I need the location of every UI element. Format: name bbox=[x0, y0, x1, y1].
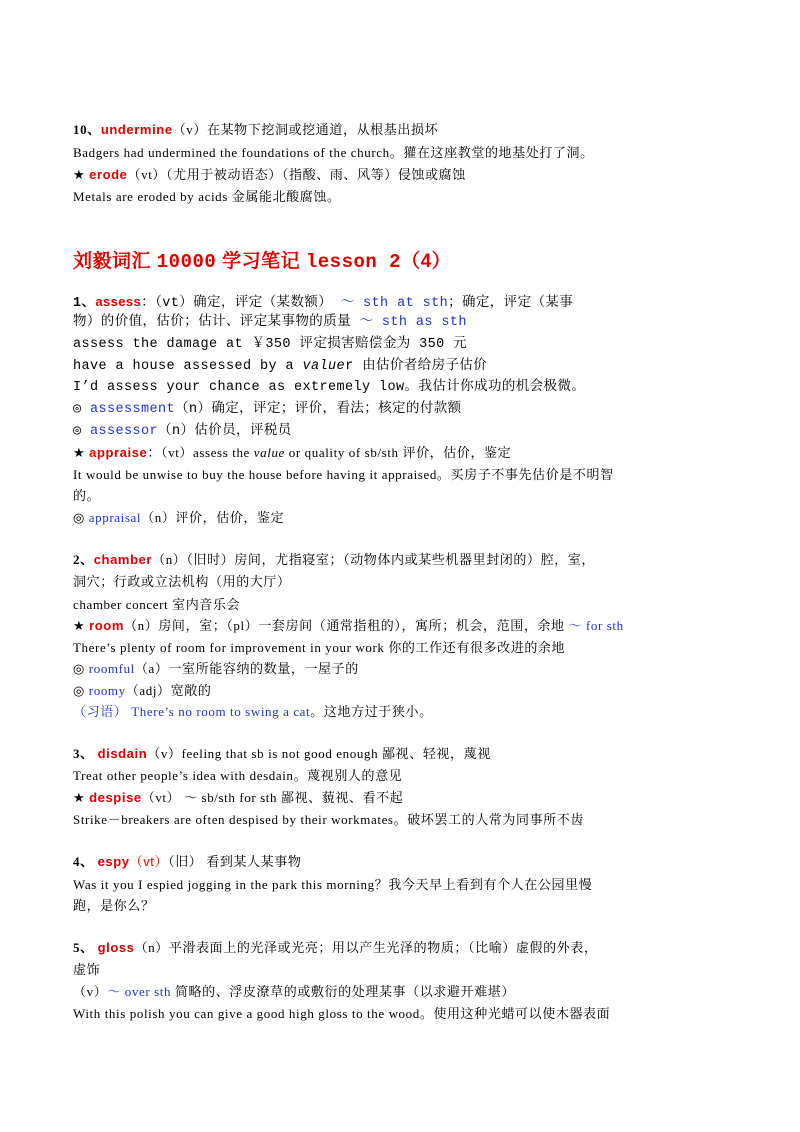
phrase: appraisal bbox=[88, 510, 142, 525]
page-title: 刘毅词汇 10000 学习笔记 lesson 2（4） bbox=[73, 251, 452, 273]
keyword: disdain bbox=[97, 746, 148, 761]
derivative-assessor: ◎ assessor（n）估价员，评税员 bbox=[73, 424, 292, 439]
example-sentence: Was it you I espied jogging in the park this morning？我今天早上看到有个人在公园里慢 bbox=[73, 877, 593, 892]
entry-appraise: ★ appraise：（vt）assess the value or quality of sb/sth 评价，估价，鉴定 bbox=[73, 445, 512, 460]
phrase: assessment bbox=[90, 402, 176, 417]
star-icon: ★ bbox=[73, 167, 90, 182]
entry-espy: 4、 espy（vt）（旧） 看到某人某事物 bbox=[73, 854, 302, 869]
keyword: chamber bbox=[93, 552, 153, 567]
verb-sense: （v）～ over sth 简略的、浮皮潦草的或敷衍的处理某事（以求避开难堪） bbox=[73, 984, 515, 999]
example-sentence: There’s plenty of room for improvement in your work 你的工作还有很多改进的余地 bbox=[73, 640, 566, 655]
star-icon: ★ bbox=[73, 618, 90, 633]
example-sentence-cont: 的。 bbox=[73, 488, 101, 503]
keyword: espy bbox=[97, 854, 130, 869]
phrase: roomy bbox=[88, 683, 126, 698]
star-icon: ★ bbox=[73, 790, 90, 805]
example-sentence: chamber concert 室内音乐会 bbox=[73, 597, 241, 612]
definition-line: 虚饰 bbox=[73, 962, 101, 977]
phrase: ～ over sth bbox=[107, 984, 172, 999]
derivative-appraisal: ◎ appraisal（n）评价，估价，鉴定 bbox=[73, 510, 285, 525]
example-sentence: have a house assessed by a valuer 由估价者给房子估价 bbox=[73, 359, 488, 374]
example-sentence: Strike－breakers are often despised by their workmates。破坏罢工的人常为同事所不齿 bbox=[73, 812, 584, 827]
example-sentence: I’d assess your chance as extremely low。我估计你成功的机会极微。 bbox=[73, 380, 586, 395]
idiom-line: （习语） There’s no room to swing a cat。这地方过于狭小。 bbox=[73, 704, 433, 719]
entry-despise: ★ despise（vt） ～ sb/sth for sth 鄙视、藐视、看不起 bbox=[73, 790, 404, 805]
derivative-roomful: ◎ roomful（a）一室所能容纳的数量，一屋子的 bbox=[73, 661, 359, 676]
entry-room: ★ room（n）房间，室；（pl）一套房间（通常指租的），寓所；机会，范围，余地 ～ for sth bbox=[73, 618, 624, 633]
keyword: room bbox=[89, 618, 125, 633]
keyword: appraise bbox=[89, 445, 148, 460]
example-sentence: Metals are eroded by acids 金属能北酸腐蚀。 bbox=[73, 189, 341, 204]
phrase: ～ sth as sth bbox=[359, 315, 467, 330]
definition-line: 物）的价值，估价；估计、评定某事物的质量 ～ sth as sth bbox=[73, 315, 467, 330]
phrase: ～ for sth bbox=[568, 618, 624, 633]
example-sentence: assess the damage at ￥350 评定损害赔偿金为 350 元 bbox=[73, 337, 468, 352]
entry-disdain: 3、 disdain（v）feeling that sb is not good enough 鄙视、轻视，蔑视 bbox=[73, 746, 491, 761]
phrase: assessor bbox=[90, 424, 159, 439]
keyword: erode bbox=[89, 167, 128, 182]
entry-gloss: 5、 gloss（n）平滑表面上的光泽或光亮；用以产生光泽的物质；（比喻）虚假的外表， bbox=[73, 940, 598, 955]
example-sentence: Badgers had undermined the foundations of the church。獾在这座教堂的地基处打了洞。 bbox=[73, 145, 594, 160]
definition-line: 洞穴；行政或立法机构（用的大厅） bbox=[73, 574, 291, 589]
entry-chamber: 2、chamber（n）（旧时）房间，尤指寝室；（动物体内或某些机器里封闭的）腔，室， bbox=[73, 552, 595, 567]
phrase: （习语） There’s no room to swing a cat bbox=[73, 704, 311, 719]
example-sentence: With this polish you can give a good high gloss to the wood。使用这种光蜡可以使木器表面 bbox=[73, 1006, 611, 1021]
keyword: undermine bbox=[100, 122, 173, 137]
derivative-roomy: ◎ roomy（adj）宽敞的 bbox=[73, 683, 212, 698]
entry-erode: ★ erode（vt）（尤用于被动语态）（指酸、雨、风等）侵蚀或腐蚀 bbox=[73, 167, 466, 182]
keyword: gloss bbox=[97, 940, 135, 955]
example-sentence-cont: 跑，是你么？ bbox=[73, 898, 155, 913]
example-sentence: Treat other people’s idea with desdain。蔑视别人的意见 bbox=[73, 768, 403, 783]
entry-assess: 1、assess：（vt）确定，评定（某数额） ～ sth at sth；确定，评定（某事 bbox=[73, 294, 574, 311]
derivative-assessment: ◎ assessment（n）确定，评定；评价，看法；核定的付款额 bbox=[73, 402, 462, 417]
star-icon: ★ bbox=[73, 445, 90, 460]
phrase: ～ sth at sth bbox=[340, 296, 449, 311]
example-sentence: It would be unwise to buy the house before having it appraised。买房子不事先估价是不明智 bbox=[73, 467, 614, 482]
entry-undermine: 10、undermine（v）在某物下挖洞或挖通道，从根基出损坏 bbox=[73, 122, 439, 137]
phrase: roomful bbox=[88, 661, 135, 676]
keyword: assess bbox=[95, 294, 142, 309]
keyword: despise bbox=[89, 790, 142, 805]
